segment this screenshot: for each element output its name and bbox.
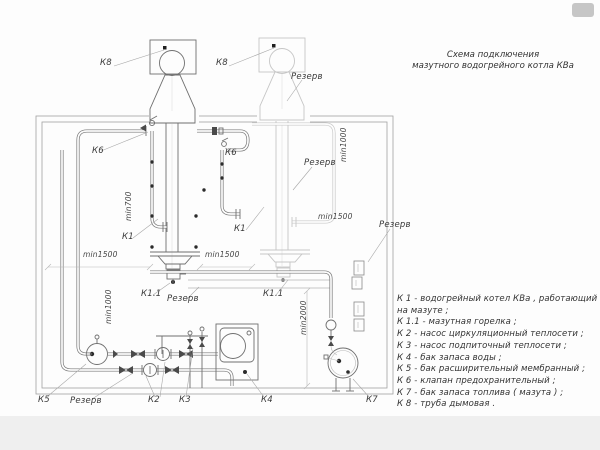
diagram-label: min1500	[83, 250, 118, 259]
diagram-label: К1	[122, 232, 134, 242]
diagram-label: К8	[216, 58, 228, 68]
diagram-label: К8	[100, 58, 112, 68]
diagram-label: К5	[38, 395, 50, 405]
pump-group	[113, 327, 208, 388]
diagram-label: Резерв	[167, 294, 199, 304]
boiler-reserve	[188, 121, 330, 288]
leader-lines	[48, 48, 390, 399]
legend-item: К 1 - водогрейный котел КВа , работающий	[397, 294, 598, 304]
diagram-label: К7	[366, 395, 378, 405]
legend-item: К 3 - насос подпиточный теплосети ;	[397, 340, 567, 351]
diagram-label: min1000	[104, 289, 113, 324]
diagram-label: min2000	[299, 300, 308, 335]
diagram-label: К2	[148, 395, 160, 405]
expansion-tank	[85, 335, 108, 365]
legend-block	[397, 294, 597, 411]
legend-item: К 7 - бак запаса топлива ( мазута ) ;	[397, 387, 564, 398]
diagram-label: К6	[225, 148, 237, 158]
legend-item: К 2 - насос циркуляционный теплосети ;	[397, 329, 584, 340]
flange-dots	[150, 160, 223, 248]
diagram-label: Резерв	[291, 72, 323, 82]
diagram-label: Резерв	[379, 220, 411, 230]
water-tank	[216, 324, 258, 380]
fuel-tank	[324, 320, 358, 391]
diagram-label: min1500	[318, 212, 353, 221]
centerlines	[172, 74, 282, 268]
diagram-label: К4	[261, 395, 273, 405]
diagram-label: min1000	[339, 127, 348, 162]
diagram-label: К1.1	[263, 289, 284, 299]
legend-item: К 6 - клапан предохранительный ;	[397, 375, 556, 386]
diagram-label: min1500	[205, 250, 240, 259]
title-line-2: мазутного водогрейного котла КВа	[412, 61, 574, 71]
diagram-label: min700	[124, 191, 133, 221]
title-line-1: Схема подключения	[446, 50, 540, 60]
diagram-label: Резерв	[70, 396, 102, 406]
legend-item: на мазуте ;	[397, 305, 449, 316]
diagram-label: К6	[92, 146, 104, 156]
diagram-label: Резерв	[304, 158, 336, 168]
legend-item: К 4 - бак запаса воды ;	[397, 352, 502, 363]
legend-item: К 5 - бак расширительный мембранный ;	[397, 364, 586, 375]
legend-item: К 1.1 - мазутная горелка ;	[397, 317, 517, 328]
diagram-label: К3	[179, 395, 191, 405]
drawing-title	[397, 50, 589, 72]
control-boxes	[352, 261, 364, 331]
legend-item: К 8 - труба дымовая .	[397, 399, 496, 410]
safety-valve-reserve	[222, 138, 228, 146]
diagram-label: К1.1	[141, 289, 162, 299]
boiler-main	[150, 123, 200, 284]
diagram-label: К1	[234, 224, 246, 234]
